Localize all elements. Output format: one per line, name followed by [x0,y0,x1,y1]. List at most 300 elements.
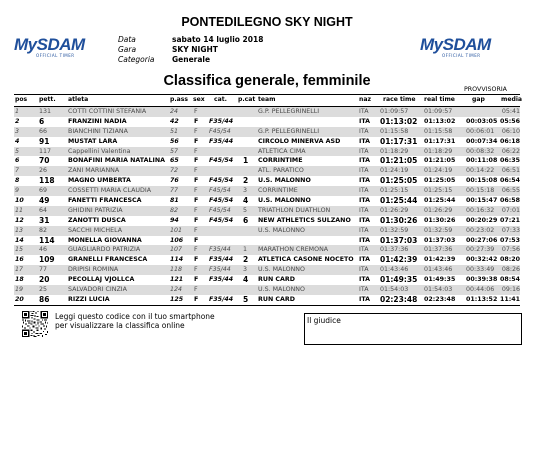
cell-team: MARATHON CREMONA [258,246,329,254]
cell-race: 01:26:29 [380,206,409,214]
table-row [14,275,520,285]
cell-cat: F35/44 [209,295,234,303]
cell-naz: ITA [359,137,371,145]
col-header: naz [359,96,371,103]
cell-pos: 6 [15,157,20,165]
cell-real: 01:43:46 [424,266,453,274]
cell-bib: 20 [39,275,50,285]
cell-media: 05:56 [499,117,520,125]
cell-cat: F45/54 [209,197,234,205]
cell-cat: F35/44 [209,256,234,264]
cell-name: MUSTAT LARA [68,137,118,145]
cell-real: 01:18:29 [424,147,453,155]
cell-sex: F [194,216,199,224]
cell-team: ATLETICA CIMA [258,147,306,155]
cell-pos: 5 [15,147,20,155]
table-row [14,176,520,186]
cell-naz: ITA [359,187,369,195]
cell-name: SALVADORI CINZIA [68,286,127,294]
table-row [14,236,520,246]
table-row [14,206,520,216]
cell-name: COSSETTI MARIA CLAUDIA [68,187,152,195]
col-header: race time [383,96,416,103]
cell-bib: 25 [39,286,48,294]
cell-naz: ITA [359,226,369,234]
cell-media: 08:26 [501,266,520,274]
cell-media: 06:18 [499,137,520,145]
cell-gap: 00:32:42 [466,256,498,264]
cell-name: GUAGLIARDO PATRIZIA [68,246,141,254]
cell-cat: F45/54 [209,187,231,195]
cell-gap: 01:13:52 [466,295,498,303]
cell-pcat: 5 [243,206,248,214]
cell-media: 06:10 [501,127,520,135]
cell-name: GHIDINI PATRIZIA [68,206,123,214]
cell-media: 06:51 [501,167,520,175]
cell-sex: F [194,236,199,244]
cell-naz: ITA [359,246,369,254]
cell-sex: F [194,256,199,264]
table-row [14,127,520,137]
event-title: PONTEDILEGNO SKY NIGHT [181,15,353,29]
meta-key: Data [118,35,136,44]
cell-pcat: 3 [243,187,248,195]
cell-real: 01:49:35 [424,276,456,284]
cell-team: U.S. MALONNO [258,266,305,274]
cell-pcat: 2 [243,255,249,265]
cell-pos: 20 [15,295,24,303]
cell-media: 08:20 [499,256,520,264]
col-header: real time [424,96,455,103]
results-table-body [14,107,520,305]
cell-sex: F [194,167,198,175]
cell-pass: 65 [170,157,179,165]
cell-cat: F35/44 [209,246,231,254]
cell-bib: 46 [39,246,48,254]
cell-name: MAGNO UMBERTA [68,177,131,185]
cell-real: 01:42:39 [424,256,456,264]
cell-gap: 00:14:22 [466,167,495,175]
cell-naz: ITA [359,157,371,165]
cell-real: 01:15:58 [424,127,453,135]
cell-race: 01:43:46 [380,266,409,274]
cell-team: ATL. PARATICO [258,167,304,175]
cell-pos: 10 [15,197,24,205]
cell-real: 01:09:57 [424,108,453,115]
cell-pass: 24 [170,108,179,115]
cell-bib: 64 [39,206,48,214]
cell-gap: 00:11:08 [466,157,498,165]
cell-pcat: 5 [243,294,249,304]
cell-naz: ITA [359,117,371,125]
cell-sex: F [194,137,199,145]
cell-pos: 18 [15,276,24,284]
cell-pcat: 2 [243,176,249,186]
cell-gap: 00:23:02 [466,226,495,234]
cell-sex: F [194,108,198,115]
cell-cat: F45/54 [209,216,234,224]
cell-pass: 118 [170,266,183,274]
cell-bib: 70 [39,156,50,166]
cell-real: 01:17:31 [424,137,456,145]
cell-pass: 101 [170,226,183,234]
cell-race: 01:30:26 [380,215,418,225]
table-row [14,186,520,196]
cell-sex: F [194,276,199,284]
cell-race: 01:09:57 [380,108,409,115]
cell-pcat: 4 [243,196,249,206]
cell-team: G.P. PELLEGRINELLI [258,127,320,135]
cell-sex: F [194,177,199,185]
col-header: p.cat [238,96,256,103]
qr-code-icon [22,311,48,337]
cell-pos: 1 [15,108,20,115]
cell-pcat: 4 [243,275,249,285]
cell-name: COTTI COTTINI STEFANIA [68,108,147,115]
cell-gap: 00:27:39 [466,246,495,254]
cell-naz: ITA [359,197,371,205]
cell-name: ZANI MARIANNA [68,167,120,175]
cell-media: 07:21 [499,216,520,224]
cell-media: 06:55 [501,187,520,195]
cell-pos: 7 [15,167,20,175]
cell-naz: ITA [359,127,369,135]
cell-pos: 3 [15,127,20,135]
cell-team: CIRCOLO MINERVA ASD [258,137,341,145]
meta-key: Categoria [118,54,155,64]
cell-gap: 00:15:47 [466,197,498,205]
cell-name: FANETTI FRANCESCA [68,197,142,205]
table-row [14,226,520,236]
cell-race: 01:21:05 [380,156,418,166]
cell-naz: ITA [359,295,371,303]
cell-race: 01:32:59 [380,226,409,234]
cell-team: U.S. MALONNO [258,286,305,294]
cell-gap: 00:07:34 [466,137,498,145]
divider [14,94,520,95]
cell-race: 01:49:35 [380,275,418,285]
cell-bib: 114 [39,235,55,245]
cell-pass: 81 [170,197,179,205]
cell-media: 06:54 [499,177,520,185]
cell-name: ZANOTTI DUSCA [68,216,126,224]
table-row [14,285,520,295]
cell-pass: 77 [170,187,179,195]
cell-race: 01:25:15 [380,187,409,195]
cell-team: U.S. MALONNO [258,197,311,205]
cell-pos: 11 [15,206,24,214]
mysdam-logo-left [14,36,114,58]
table-header [14,96,523,106]
cell-media: 06:35 [499,157,520,165]
cell-media: 07:53 [499,236,520,244]
cell-sex: F [194,127,198,135]
logo-wordmark: MySDAM [14,35,85,54]
table-row [14,147,520,157]
cell-real: 01:13:02 [424,117,456,125]
cell-pos: 9 [15,187,20,195]
cell-media: 06:58 [499,197,520,205]
cell-race: 01:25:44 [380,196,418,206]
col-header: pett. [39,96,56,103]
cell-bib: 31 [39,215,50,225]
cell-sex: F [194,157,199,165]
col-header: cat. [214,96,227,103]
cell-real: 01:25:44 [424,197,456,205]
cell-naz: ITA [359,216,371,224]
cell-race: 01:54:03 [380,286,409,294]
cell-team: U.S. MALONNO [258,177,311,185]
cell-sex: F [194,197,199,205]
cell-bib: 109 [39,255,55,265]
cell-name: BIANCHINI TIZIANA [68,127,128,135]
cell-pcat: 3 [243,266,248,274]
cell-pass: 106 [170,236,184,244]
cell-bib: 26 [39,167,48,175]
cell-naz: ITA [359,177,371,185]
cell-gap: 00:39:38 [466,276,498,284]
meta-value: SKY NIGHT [172,44,218,54]
cell-naz: ITA [359,147,369,155]
cell-name: SACCHI MICHELA [68,226,123,234]
cell-name: Cappellini Valentina [68,147,131,155]
cell-pass: 72 [170,167,179,175]
mysdam-logo-right [420,36,520,58]
cell-race: 01:13:02 [380,116,418,126]
cell-real: 01:25:05 [424,177,456,185]
table-row [14,295,520,305]
cell-media: 08:54 [499,276,520,284]
cell-real: 01:25:15 [424,187,453,195]
cell-pass: 82 [170,206,179,214]
cell-real: 01:32:59 [424,226,453,234]
cell-bib: 6 [39,116,45,126]
cell-gap: 00:15:08 [466,177,498,185]
divider [14,305,520,306]
cell-race: 01:25:05 [380,176,418,186]
cell-team: ATLETICA CASONE NOCETO [258,256,354,264]
cell-sex: F [194,187,198,195]
cell-team: TRIATHLON DUATHLON [258,206,331,214]
cell-team: CORRINTIME [258,157,303,165]
cell-cat: F45/54 [209,177,234,185]
table-row [14,255,520,265]
cell-real: 01:26:29 [424,206,453,214]
cell-race: 01:17:31 [380,136,418,146]
cell-real: 01:54:03 [424,286,453,294]
meta-value: sabato 14 luglio 2018 [172,35,264,44]
cell-real: 01:24:19 [424,167,453,175]
cell-race: 01:18:29 [380,147,409,155]
cell-sex: F [194,266,198,274]
col-header: pos [15,96,28,103]
cell-pcat: 6 [243,215,249,225]
col-header: team [258,96,276,103]
cell-name: PECOLLAJ VJOLLCA [68,276,135,284]
cell-gap: 00:20:29 [466,216,498,224]
meta-row-date [118,35,263,45]
cell-name: BONAFINI MARIA NATALINA [68,157,165,165]
meta-row-category [118,55,263,65]
cell-real: 02:23:48 [424,295,456,303]
table-row [14,245,520,255]
cell-pass: 56 [170,137,179,145]
cell-media: 11:41 [499,295,520,303]
cell-gap: 00:16:32 [466,206,495,214]
cell-media: 09:16 [501,286,520,294]
cell-naz: ITA [359,256,371,264]
cell-gap: 00:03:05 [466,117,498,125]
cell-pass: 125 [170,295,184,303]
cell-name: GRANELLI FRANCESCA [68,256,148,264]
cell-gap: 00:08:32 [466,147,495,155]
col-header: gap [472,96,485,103]
table-row [14,166,520,176]
cell-team: NEW ATHLETICS SULZANO [258,216,351,224]
cell-bib: 117 [39,147,52,155]
cell-naz: ITA [359,206,369,214]
cell-cat: F45/54 [209,157,234,165]
cell-gap: 00:27:06 [466,236,498,244]
cell-pos: 15 [15,246,24,254]
cell-naz: ITA [359,167,369,175]
cell-naz: ITA [359,266,369,274]
table-row [14,117,520,127]
cell-pos: 8 [15,177,20,185]
judge-label: Il giudice [307,316,341,325]
cell-pcat: 1 [243,156,249,166]
cell-cat: F45/54 [209,127,231,135]
cell-race: 01:24:19 [380,167,409,175]
cell-pos: 2 [15,117,20,125]
cell-pos: 4 [15,137,20,145]
cell-gap: 00:06:01 [466,127,495,135]
cell-pos: 12 [15,216,24,224]
report-headline: Classifica generale, femminile [163,73,371,89]
cell-cat: F35/44 [209,266,231,274]
cell-real: 01:21:05 [424,157,456,165]
table-row [14,265,520,275]
cell-real: 01:37:36 [424,246,453,254]
logo-subtitle: OFFICIAL TIMER [442,53,481,58]
cell-pass: 76 [170,177,179,185]
cell-pos: 16 [15,256,24,264]
cell-bib: 69 [39,187,48,195]
cell-gap: 00:33:49 [466,266,495,274]
cell-real: 01:37:03 [424,236,456,244]
cell-team: U.S. MALONNO [258,226,305,234]
cell-name: MONELLA GIOVANNA [68,236,142,244]
cell-media: 06:22 [501,147,520,155]
logo-subtitle: OFFICIAL TIMER [36,53,75,58]
cell-gap: 00:15:18 [466,187,495,195]
cell-sex: F [194,117,199,125]
cell-sex: F [194,147,198,155]
cell-team: CORRINTIME [258,187,298,195]
cell-cat: F35/44 [209,137,234,145]
table-row [14,137,520,147]
cell-race: 01:37:36 [380,246,409,254]
cell-cat: F45/54 [209,206,231,214]
cell-sex: F [194,295,199,303]
cell-pass: 57 [170,147,179,155]
cell-bib: 86 [39,294,50,304]
cell-bib: 91 [39,136,50,146]
cell-pass: 124 [170,286,183,294]
cell-team: RUN CARD [258,295,295,303]
cell-name: FRANZINI NADIA [68,117,127,125]
cell-real: 01:30:26 [424,216,456,224]
cell-team: RUN CARD [258,276,295,284]
cell-pass: 121 [170,276,184,284]
table-row [14,216,520,226]
cell-gap: 00:44:06 [466,286,495,294]
cell-pass: 42 [170,117,179,125]
cell-bib: 49 [39,196,50,206]
cell-bib: 118 [39,176,55,186]
cell-bib: 66 [39,127,48,135]
meta-key: Gara [118,44,137,54]
table-row [14,107,520,117]
cell-naz: ITA [359,108,369,115]
cell-pos: 17 [15,266,24,274]
cell-naz: ITA [359,236,371,244]
cell-cat: F35/44 [209,117,234,125]
event-meta [118,35,263,64]
cell-race: 01:42:39 [380,255,418,265]
cell-pass: 114 [170,256,184,264]
cell-race: 02:23:48 [380,294,418,304]
cell-media: 07:56 [501,246,520,254]
cell-cat: F35/44 [209,276,234,284]
col-header: p.ass [170,96,189,103]
cell-pass: 107 [170,246,183,254]
cell-sex: F [194,206,198,214]
cell-bib: 77 [39,266,48,274]
table-row [14,196,520,206]
cell-pass: 51 [170,127,179,135]
cell-media: 07:01 [501,206,520,214]
cell-name: DRIPISI ROMINA [68,266,119,274]
cell-sex: F [194,246,198,254]
col-header: media [501,96,523,103]
cell-pos: 19 [15,286,24,294]
cell-pos: 14 [15,236,24,244]
cell-name: RIZZI LUCIA [68,295,110,303]
cell-bib: 131 [39,108,52,115]
col-header: atleta [68,96,89,103]
cell-naz: ITA [359,276,371,284]
cell-media: 05:41 [501,108,520,115]
qr-instructions: Leggi questo codice con il tuo smartphone per visualizzare la classifica online [55,312,215,330]
cell-race: 01:15:58 [380,127,409,135]
status-badge: PROVVISORIA [464,86,507,93]
cell-sex: F [194,286,198,294]
cell-media: 07:33 [501,226,520,234]
cell-team: G.P. PELLEGRINELLI [258,108,320,115]
col-header: sex [193,96,205,103]
cell-sex: F [194,226,198,234]
logo-wordmark: MySDAM [420,35,491,54]
cell-bib: 82 [39,226,48,234]
cell-pass: 94 [170,216,179,224]
cell-pcat: 1 [243,246,248,254]
meta-value: Generale [172,54,211,64]
meta-row-race [118,45,263,55]
cell-naz: ITA [359,286,369,294]
cell-race: 01:37:03 [380,235,418,245]
cell-pos: 13 [15,226,24,234]
